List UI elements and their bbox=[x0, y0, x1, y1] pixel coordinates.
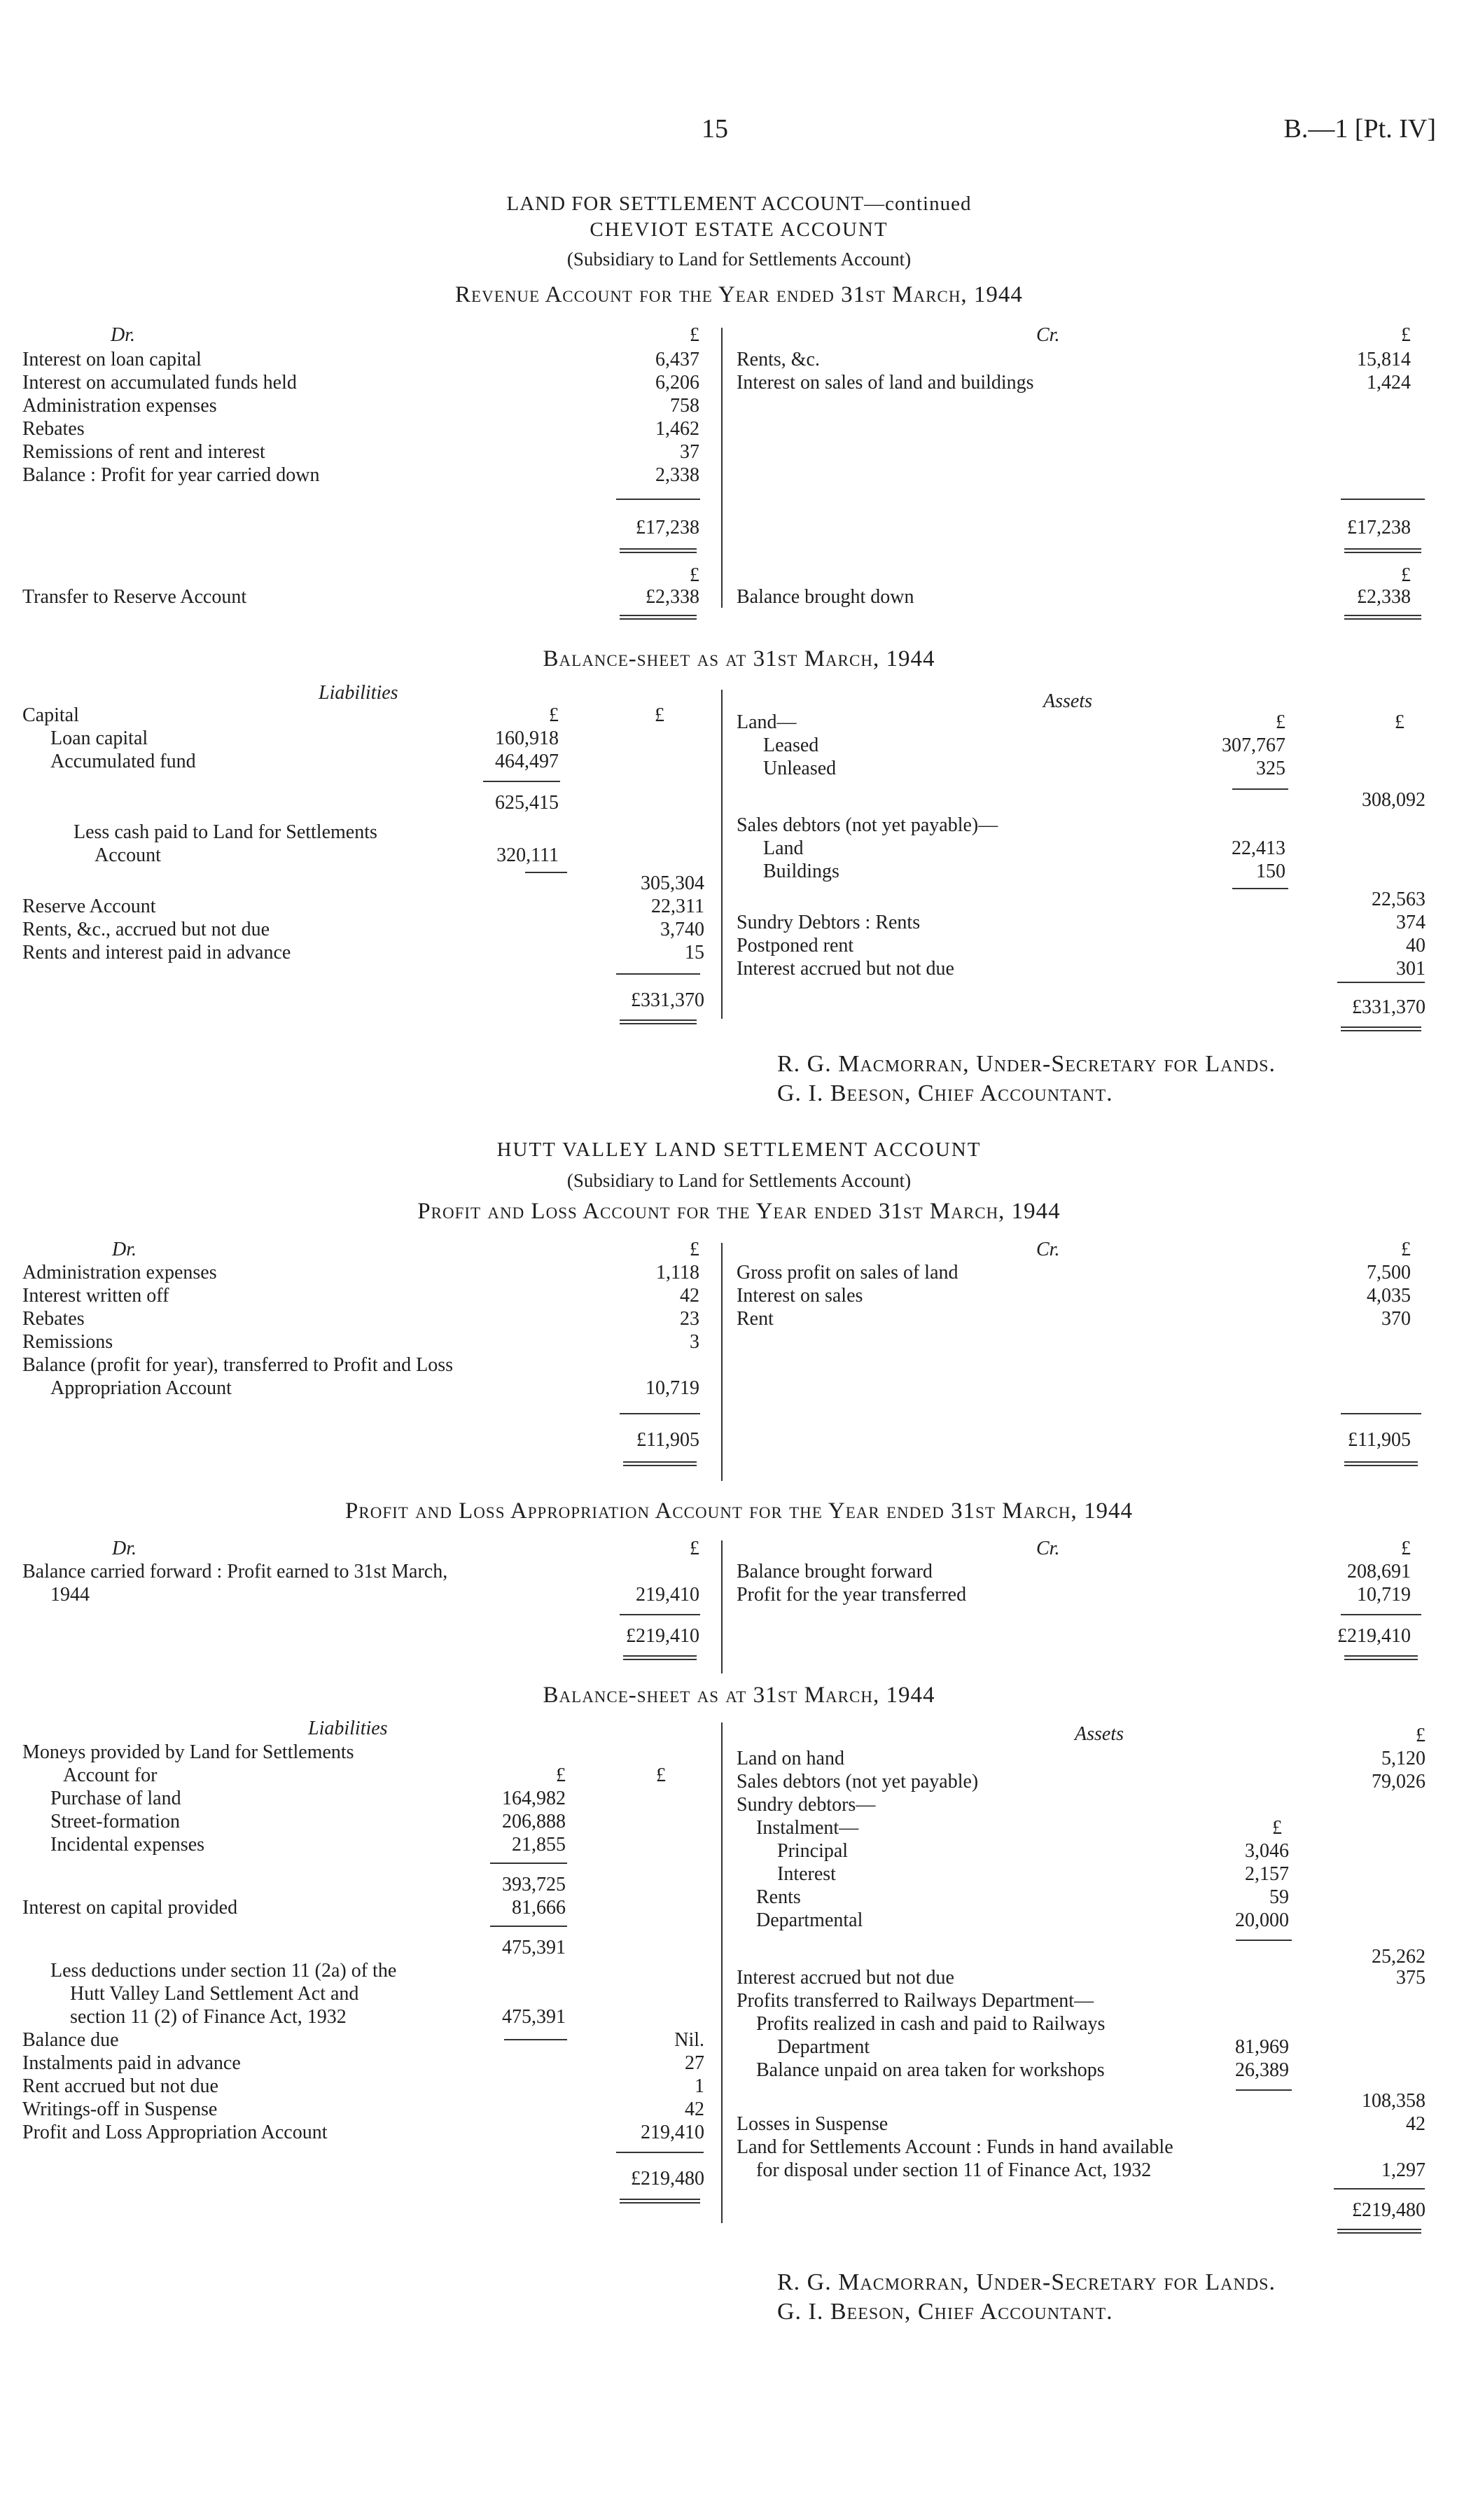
signature-under-secretary: R. G. Macmorran, Under-Secretary for Lands. bbox=[777, 2269, 1276, 2295]
line-item-label: Interest accrued but not due bbox=[737, 958, 954, 980]
line-item-amount: Nil. bbox=[674, 2029, 704, 2051]
column-divider bbox=[721, 1243, 723, 1481]
subtotal-amount: 305,304 bbox=[641, 872, 704, 894]
line-item-label: Rents, &c., accrued but not due bbox=[22, 919, 270, 940]
signature-chief-accountant: G. I. Beeson, Chief Accountant. bbox=[777, 1080, 1113, 1106]
line-item-amount: 164,982 bbox=[502, 1788, 566, 1809]
account-title: HUTT VALLEY LAND SETTLEMENT ACCOUNT bbox=[496, 1139, 982, 1161]
line-item-label: Interest on sales bbox=[737, 1285, 863, 1307]
line-item-label: section 11 (2) of Finance Act, 1932 bbox=[70, 2006, 347, 2028]
line-item-amount: 758 bbox=[670, 395, 699, 417]
line-item-amount: 219,410 bbox=[636, 1584, 699, 1606]
line-item-label: for disposal under section 11 of Finance Act, 1932 bbox=[756, 2159, 1152, 2181]
pound-heading: £ bbox=[690, 1538, 699, 1559]
line-item-label: Interest written off bbox=[22, 1285, 169, 1307]
line-item-amount: 160,918 bbox=[495, 728, 559, 749]
line-item-label: Balance due bbox=[22, 2029, 119, 2051]
line-item-label: Gross profit on sales of land bbox=[737, 1262, 958, 1283]
line-item-amount: 37 bbox=[680, 441, 699, 463]
signature-under-secretary: R. G. Macmorran, Under-Secretary for Lands. bbox=[777, 1051, 1276, 1077]
subtotal-amount: 308,092 bbox=[1362, 789, 1425, 811]
line-item-amount: 81,969 bbox=[1235, 2036, 1289, 2058]
line-item-label: Incidental expenses bbox=[50, 1834, 205, 1856]
line-item-label: Loan capital bbox=[50, 728, 148, 749]
line-item-amount: 375 bbox=[1396, 1967, 1425, 1989]
signature-chief-accountant: G. I. Beeson, Chief Accountant. bbox=[777, 2299, 1113, 2325]
rule bbox=[1334, 2188, 1425, 2190]
line-item-amount: 15,814 bbox=[1357, 349, 1411, 370]
line-item-label: Rents bbox=[756, 1886, 801, 1908]
line-item-amount: 1,118 bbox=[656, 1262, 699, 1283]
line-item-label: Leased bbox=[763, 735, 819, 756]
assets-heading: Assets bbox=[1043, 690, 1092, 712]
line-item-label: Land bbox=[763, 837, 804, 859]
account-title: CHEVIOT ESTATE ACCOUNT bbox=[590, 218, 888, 241]
line-item-amount: 208,691 bbox=[1347, 1561, 1411, 1582]
line-item-amount: 27 bbox=[685, 2052, 704, 2074]
line-item-label: Buildings bbox=[763, 861, 839, 882]
pound-heading: £ bbox=[1416, 1725, 1425, 1746]
line-item-label: Principal bbox=[777, 1840, 849, 1862]
pound-heading: £ bbox=[1395, 711, 1404, 733]
line-item-amount: 22,311 bbox=[651, 896, 704, 917]
line-item-label: Sales debtors (not yet payable)— bbox=[737, 814, 998, 836]
line-item-label: Reserve Account bbox=[22, 896, 156, 917]
rule bbox=[1341, 1413, 1421, 1414]
line-item-label: Departmental bbox=[756, 1909, 863, 1931]
line-item-label: Land— bbox=[737, 711, 797, 733]
subtotal-amount: 22,563 bbox=[1372, 889, 1425, 910]
line-item-amount: 23 bbox=[680, 1308, 699, 1330]
line-item-label: Sundry Debtors : Rents bbox=[737, 912, 921, 933]
line-item-amount: 320,111 bbox=[496, 844, 559, 866]
total-amount: £17,238 bbox=[636, 517, 699, 538]
line-item-amount: 150 bbox=[1256, 861, 1285, 882]
line-item-amount: 6,206 bbox=[655, 372, 699, 394]
line-item-amount: 20,000 bbox=[1235, 1909, 1289, 1931]
line-item-label: Rents, &c. bbox=[737, 349, 820, 370]
total-amount: £331,370 bbox=[1352, 996, 1425, 1018]
line-item-label: Department bbox=[777, 2036, 870, 2058]
total-amount: £11,905 bbox=[1348, 1429, 1411, 1451]
subtotal-amount: 108,358 bbox=[1362, 2090, 1425, 2112]
pound-heading: £ bbox=[1401, 1239, 1411, 1260]
column-divider bbox=[721, 328, 723, 608]
subtotal-amount: 25,262 bbox=[1372, 1946, 1425, 1968]
line-item-label: Administration expenses bbox=[22, 395, 217, 417]
line-item-label: Less deductions under section 11 (2a) of the bbox=[50, 1960, 397, 1982]
line-item-label: Land for Settlements Account : Funds in hand available bbox=[737, 2136, 1173, 2158]
dr-label: Dr. bbox=[112, 1538, 137, 1559]
balance-sheet-title: Balance-sheet as at 31st March, 1944 bbox=[543, 646, 935, 671]
profit-loss-title: Profit and Loss Account for the Year ended 31st March, 1944 bbox=[417, 1199, 1061, 1224]
line-item-amount: 475,391 bbox=[502, 2006, 566, 2028]
line-item-label: Rent bbox=[737, 1308, 774, 1330]
line-item-label: Balance unpaid on area taken for workshops bbox=[756, 2059, 1105, 2081]
document-reference: B.—1 [Pt. IV] bbox=[1283, 114, 1436, 144]
line-item-amount: 1,462 bbox=[655, 418, 699, 440]
line-item-label: Balance carried forward : Profit earned to 31st March, bbox=[22, 1561, 448, 1582]
line-item-amount: 1 bbox=[695, 2075, 704, 2097]
liabilities-heading: Liabilities bbox=[319, 682, 398, 704]
double-rule bbox=[1337, 2229, 1421, 2234]
line-item-label: Balance brought down bbox=[737, 586, 914, 608]
pound-heading: £ bbox=[690, 564, 699, 586]
line-item-amount: 3,740 bbox=[660, 919, 704, 940]
line-item-label: Sundry debtors— bbox=[737, 1794, 876, 1816]
double-rule bbox=[1341, 1026, 1421, 1031]
pound-heading: £ bbox=[655, 704, 664, 726]
line-item-label: Postponed rent bbox=[737, 935, 854, 956]
line-item-label: Balance brought forward bbox=[737, 1561, 933, 1582]
line-item-label: Rebates bbox=[22, 1308, 85, 1330]
line-item-label: Transfer to Reserve Account bbox=[22, 586, 247, 608]
rule bbox=[490, 1926, 567, 1927]
line-item-amount: 21,855 bbox=[512, 1834, 566, 1856]
line-item-amount: 307,767 bbox=[1222, 735, 1285, 756]
rule bbox=[1236, 2089, 1292, 2091]
line-item-amount: 22,413 bbox=[1232, 837, 1285, 859]
line-item-amount: 10,719 bbox=[646, 1377, 699, 1399]
line-item-amount: 59 bbox=[1269, 1886, 1289, 1908]
rule bbox=[1232, 788, 1288, 790]
section-title: LAND FOR SETTLEMENT ACCOUNT—continued bbox=[506, 193, 972, 215]
line-item-label: Writings-off in Suspense bbox=[22, 2098, 218, 2120]
account-subtitle: (Subsidiary to Land for Settlements Account) bbox=[566, 1170, 912, 1191]
total-amount: £219,410 bbox=[1337, 1625, 1411, 1647]
double-rule bbox=[620, 1019, 697, 1024]
double-rule bbox=[620, 2199, 700, 2204]
line-item-amount: 7,500 bbox=[1367, 1262, 1411, 1283]
rule bbox=[616, 499, 700, 500]
line-item-label: Instalment— bbox=[756, 1817, 859, 1839]
line-item-amount: 374 bbox=[1396, 912, 1425, 933]
line-item-label: Interest on accumulated funds held bbox=[22, 372, 297, 394]
line-item-amount: 6,437 bbox=[655, 349, 699, 370]
line-item-amount: 40 bbox=[1406, 935, 1425, 956]
line-item-amount: 42 bbox=[680, 1285, 699, 1307]
line-item-label: Purchase of land bbox=[50, 1788, 181, 1809]
rule bbox=[525, 872, 567, 873]
subtotal-amount: 475,391 bbox=[502, 1937, 566, 1958]
column-divider bbox=[721, 1540, 723, 1673]
rule bbox=[616, 2152, 704, 2153]
line-item-amount: 301 bbox=[1396, 958, 1425, 980]
line-item-amount: 42 bbox=[1406, 2113, 1425, 2135]
line-item-label: Interest on sales of land and buildings bbox=[737, 372, 1034, 394]
page-number: 15 bbox=[702, 114, 728, 144]
double-rule bbox=[1344, 615, 1421, 620]
line-item-label: Remissions bbox=[22, 1331, 113, 1353]
line-item-amount: 219,410 bbox=[641, 2122, 704, 2143]
line-item-label: Rebates bbox=[22, 418, 85, 440]
rule bbox=[620, 1413, 700, 1414]
pound-heading: £ bbox=[690, 324, 699, 346]
line-item-label: Sales debtors (not yet payable) bbox=[737, 1771, 979, 1792]
column-divider bbox=[721, 1722, 723, 2223]
subtotal-amount: 393,725 bbox=[502, 1874, 566, 1895]
double-rule bbox=[1344, 1461, 1418, 1466]
double-rule bbox=[1344, 548, 1421, 553]
line-item-label: 1944 bbox=[50, 1584, 90, 1606]
double-rule bbox=[623, 1655, 697, 1660]
line-item-amount: 2,338 bbox=[655, 464, 699, 486]
rule bbox=[504, 2039, 567, 2040]
line-item-amount: £2,338 bbox=[1357, 586, 1411, 608]
account-subtitle: (Subsidiary to Land for Settlements Account) bbox=[566, 249, 912, 270]
double-rule bbox=[1344, 1655, 1418, 1660]
cr-label: Cr. bbox=[1036, 1239, 1060, 1260]
line-item-label: Land on hand bbox=[737, 1748, 844, 1769]
appropriation-title: Profit and Loss Appropriation Account for the Year ended 31st March, 1944 bbox=[345, 1498, 1133, 1524]
line-item-amount: 81,666 bbox=[512, 1897, 566, 1919]
pound-heading: £ bbox=[549, 704, 559, 726]
pound-heading: £ bbox=[1272, 1817, 1282, 1839]
rule bbox=[1337, 982, 1425, 983]
line-item-label: Street-formation bbox=[50, 1811, 181, 1832]
total-amount: £219,480 bbox=[631, 2168, 704, 2190]
line-item-amount: 1,424 bbox=[1367, 372, 1411, 394]
subtotal-amount: 625,415 bbox=[495, 792, 559, 814]
dr-label: Dr. bbox=[111, 324, 136, 346]
line-item-label: Profits transferred to Railways Department— bbox=[737, 1990, 1094, 2012]
pound-heading: £ bbox=[1401, 324, 1411, 346]
rule bbox=[483, 781, 560, 782]
rule bbox=[616, 973, 700, 975]
cr-label: Cr. bbox=[1036, 324, 1060, 346]
line-item-amount: 26,389 bbox=[1235, 2059, 1289, 2081]
line-item-amount: 3,046 bbox=[1245, 1840, 1289, 1862]
total-amount: £219,410 bbox=[626, 1625, 699, 1647]
line-item-amount: 1,297 bbox=[1381, 2159, 1425, 2181]
total-amount: £17,238 bbox=[1347, 517, 1411, 538]
line-item-label: Rent accrued but not due bbox=[22, 2075, 218, 2097]
dr-label: Dr. bbox=[112, 1239, 137, 1260]
line-item-amount: 15 bbox=[685, 942, 704, 963]
line-item-label: Balance : Profit for year carried down bbox=[22, 464, 320, 486]
rule bbox=[490, 1863, 567, 1864]
line-item-label: Balance (profit for year), transferred to Profit and Loss bbox=[22, 1354, 453, 1376]
assets-heading: Assets bbox=[1075, 1723, 1124, 1745]
revenue-account-title: Revenue Account for the Year ended 31st March, 1944 bbox=[455, 282, 1023, 307]
line-item-label: Profits realized in cash and paid to Railways bbox=[756, 2013, 1106, 2035]
line-item-label: Profit for the year transferred bbox=[737, 1584, 967, 1606]
line-item-label: Hutt Valley Land Settlement Act and bbox=[70, 1983, 359, 2005]
line-item-amount: 370 bbox=[1381, 1308, 1411, 1330]
line-item-label: Interest on capital provided bbox=[22, 1897, 238, 1919]
liabilities-heading: Liabilities bbox=[308, 1718, 388, 1739]
double-rule bbox=[623, 1461, 697, 1466]
line-item-label: Capital bbox=[22, 704, 79, 726]
line-item-amount: 206,888 bbox=[502, 1811, 566, 1832]
line-item-label: Losses in Suspense bbox=[737, 2113, 888, 2135]
line-item-amount: 5,120 bbox=[1381, 1748, 1425, 1769]
line-item-amount: 42 bbox=[685, 2098, 704, 2120]
total-amount: £331,370 bbox=[631, 989, 704, 1011]
line-item-amount: 3 bbox=[690, 1331, 699, 1353]
line-item-amount: £2,338 bbox=[646, 586, 699, 608]
line-item-label: Less cash paid to Land for Settlements bbox=[74, 821, 377, 843]
total-amount: £11,905 bbox=[636, 1429, 699, 1451]
rule bbox=[1236, 1940, 1292, 1941]
line-item-amount: 79,026 bbox=[1372, 1771, 1425, 1792]
pound-heading: £ bbox=[556, 1764, 566, 1786]
balance-sheet-title: Balance-sheet as at 31st March, 1944 bbox=[543, 1683, 935, 1708]
line-item-label: Account bbox=[95, 844, 161, 866]
line-item-amount: 4,035 bbox=[1367, 1285, 1411, 1307]
line-item-amount: 2,157 bbox=[1245, 1863, 1289, 1885]
rule bbox=[620, 1614, 700, 1615]
pound-heading: £ bbox=[1401, 564, 1411, 586]
line-item-label: Administration expenses bbox=[22, 1262, 217, 1283]
pound-heading: £ bbox=[656, 1764, 666, 1786]
rule bbox=[1232, 888, 1288, 889]
line-item-label: Moneys provided by Land for Settlements bbox=[22, 1741, 354, 1763]
line-item-label: Interest on loan capital bbox=[22, 349, 202, 370]
rule bbox=[1341, 499, 1425, 500]
line-item-label: Profit and Loss Appropriation Account bbox=[22, 2122, 328, 2143]
pound-heading: £ bbox=[1401, 1538, 1411, 1559]
total-amount: £219,480 bbox=[1352, 2199, 1425, 2221]
line-item-label: Remissions of rent and interest bbox=[22, 441, 265, 463]
pound-heading: £ bbox=[690, 1239, 699, 1260]
column-divider bbox=[721, 690, 723, 1019]
line-item-label: Account for bbox=[63, 1764, 158, 1786]
line-item-label: Interest bbox=[777, 1863, 836, 1885]
line-item-label: Interest accrued but not due bbox=[737, 1967, 954, 1989]
double-rule bbox=[620, 548, 697, 553]
line-item-amount: 325 bbox=[1256, 758, 1285, 779]
line-item-label: Rents and interest paid in advance bbox=[22, 942, 291, 963]
line-item-amount: 464,497 bbox=[495, 751, 559, 772]
line-item-label: Appropriation Account bbox=[50, 1377, 232, 1399]
line-item-label: Unleased bbox=[763, 758, 837, 779]
line-item-amount: 10,719 bbox=[1357, 1584, 1411, 1606]
line-item-label: Accumulated fund bbox=[50, 751, 196, 772]
line-item-label: Instalments paid in advance bbox=[22, 2052, 241, 2074]
pound-heading: £ bbox=[1276, 711, 1285, 733]
rule bbox=[1341, 1614, 1421, 1615]
cr-label: Cr. bbox=[1036, 1538, 1060, 1559]
double-rule bbox=[620, 615, 697, 620]
